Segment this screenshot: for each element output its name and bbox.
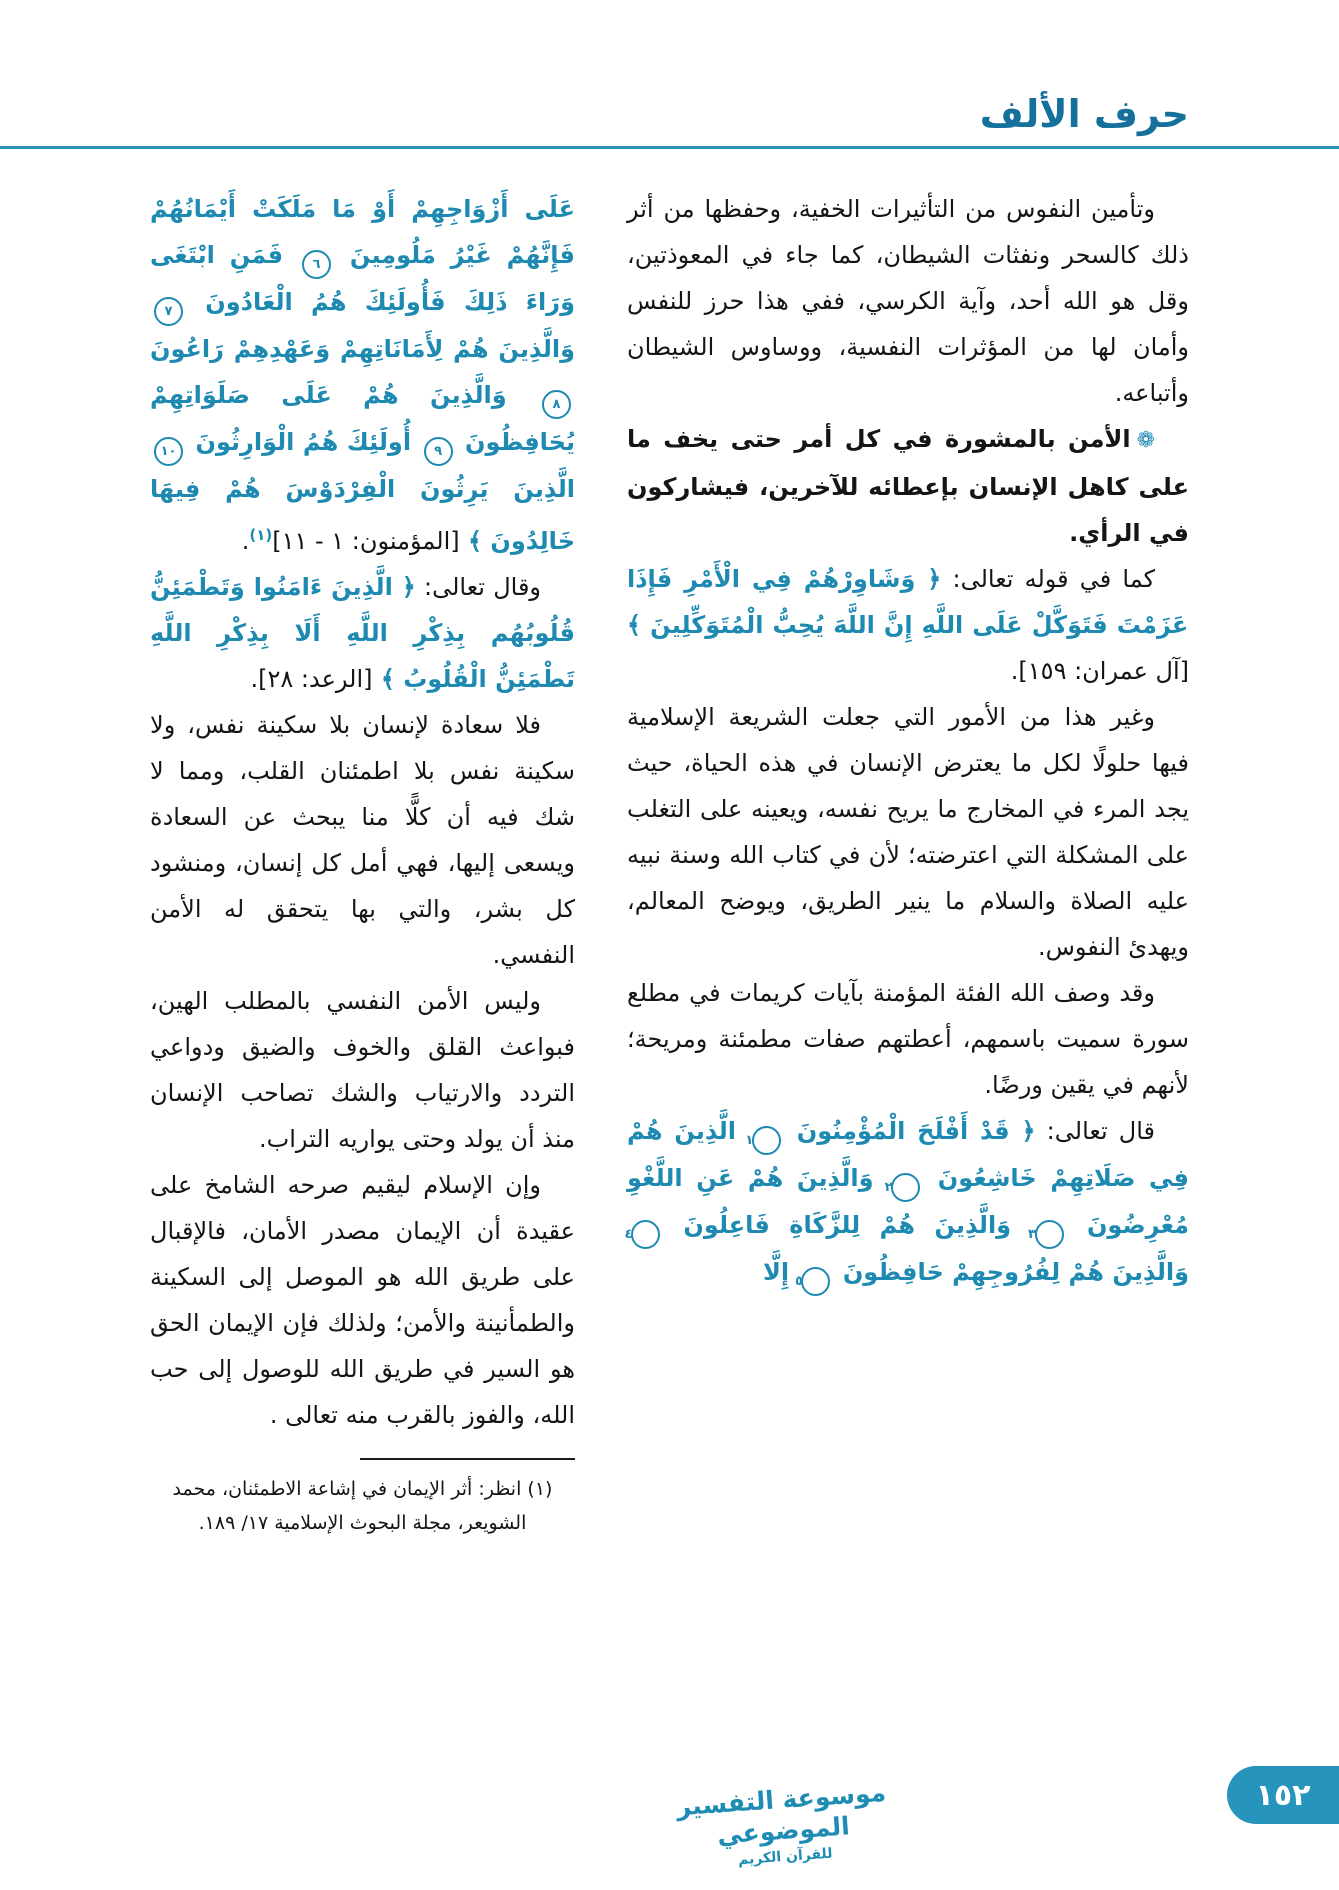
quran-text: عَلَى أَزْوَاجِهِمْ أَوْ مَا مَلَكَتْ أَيْمَانُهُمْ فَإِنَّهُمْ غَيْرُ مَلُومِينَ [150,195,576,269]
verse-reference-al-imran: [آل عمران: ١٥٩]. [1010,657,1189,685]
ayah-number: ٦ [302,250,331,279]
paragraph-taamin: وتأمين النفوس من التأثيرات الخفية، وحفظها من أثر ذلك كالسحر ونفثات الشيطان، كما جاء في المعوذتين، وقل هو الله أحد، وآية الكرسي، ففي هذا حرز للنفس وأمان لها من المؤثرات النفسية، ووساوس الشيطان وأتباعه. [627,195,1189,407]
right-column [624,186,1189,1758]
page-number-badge [1227,1766,1339,1824]
paragraph-muminun-end [150,186,575,564]
quran-text: الَّذِينَ هُمْ فِي صَلَاتِهِمْ خَاشِعُونَ [627,1117,1189,1192]
quran-text: ﴿ الَّذِينَ ءَامَنُوا وَتَطْمَئِنُّ قُلُوبُهُم بِذِكْرِ اللَّهِ أَلَا بِذِكْرِ اللَّهِ تَطْمَئِنُّ الْقُلُوبُ ﴾ [150,573,575,693]
verse-reference-raad: [الرعد: ٢٨]. [250,665,373,693]
paragraph-qalaq: وليس الأمن النفسي بالمطلب الهين، فبواعث القلق والخوف والضيق ودواعي التردد والارتياب والشك تصاحب الإنسان منذ أن يولد وحتى يواريه التراب. [150,987,575,1153]
flower-bullet-icon: ❁ [1136,428,1155,453]
page-number: ١٥٢ [1255,1777,1311,1813]
lead-text: وقال تعالى: [424,573,542,601]
ayah-number: ٢ [891,1173,920,1202]
paragraph-wasf: وقد وصف الله الفئة المؤمنة بآيات كريمات في مطلع سورة سميت باسمهم، أعطتهم صفات مطمئنة ومريحة؛ لأنهم في يقين ورضًا. [627,979,1189,1099]
quran-verse-muminun-end [150,195,575,555]
footnote-marker: (١) [249,526,273,544]
quran-text: أُولَئِكَ هُمُ الْوَارِثُونَ [195,428,412,456]
quran-text: إِلَّا [762,1258,790,1286]
page-title: حرف الألف [979,92,1189,136]
ayah-number: ٣ [1035,1220,1064,1249]
footnote-text: (١) انظر: أثر الإيمان في إشاعة الاطمئنان، محمد الشويعر، مجلة البحوث الإسلامية ١٧/ ١٨٩. [172,1478,553,1534]
header-divider [0,146,1339,149]
paragraph-islam: وإن الإسلام ليقيم صرحه الشامخ على عقيدة أن الإيمان مصدر الأمان، فالإقبال على طريق الله هو الموصل إلى السكينة والطمأنينة والأمن؛ ولذلك فإن الإيمان الحق هو السير في طريق الله للوصول إلى حب الله، والفوز بالقرب منه تعالى . [150,1171,575,1429]
quran-text: وَالَّذِينَ هُمْ عَلَى صَلَوَاتِهِمْ يُحَافِظُونَ [150,381,575,456]
logo-subtitle: للقرآن الكريم [737,1844,833,1868]
quran-text: فَمَنِ ابْتَغَى وَرَاءَ ذَلِكَ فَأُولَئِكَ هُمُ الْعَادُونَ [150,241,575,316]
ayah-number: ١٠ [154,437,183,466]
quran-text: وَالَّذِينَ هُمْ عَنِ اللَّغْوِ مُعْرِضُونَ [627,1164,1189,1239]
publisher-logo [660,1775,905,1872]
quran-text: ﴿ وَشَاوِرْهُمْ فِي الْأَمْرِ فَإِذَا عَزَمْتَ فَتَوَكَّلْ عَلَى اللَّهِ إِنَّ اللَّهَ يُحِبُّ الْمُتَوَكِّلِينَ ﴾ [627,565,1189,639]
ayah-number: ٨ [542,390,571,419]
ayah-number: ٤ [631,1220,660,1249]
lead-text: قال تعالى: [1046,1117,1155,1145]
footnote-divider [360,1458,575,1460]
paragraph-saada: فلا سعادة لإنسان بلا سكينة نفس، ولا سكينة نفس بلا اطمئنان القلب، ومما لا شك فيه أن كلًّا منا يبحث عن السعادة ويسعى إليها، فهي أمل كل إنسان، ومنشود كل بشر، والتي بها يتحقق له الأمن النفسي. [150,711,575,969]
logo-title: موسوعة التفسير الموضوعي [675,1777,887,1850]
quran-text: وَالَّذِينَ هُمْ لِفُرُوجِهِمْ حَافِظُونَ [842,1258,1189,1286]
quran-text: وَالَّذِينَ هُمْ لِلزَّكَاةِ فَاعِلُونَ [683,1211,1012,1239]
text-columns [150,186,1189,1758]
sentence-period: . [241,527,250,555]
paragraph-raad-quote [150,564,575,702]
ayah-number: ١ [752,1126,781,1155]
paragraph-imran-quote [627,556,1189,694]
quran-text: ﴿ قَدْ أَفْلَحَ الْمُؤْمِنُونَ [796,1117,1036,1145]
ayah-number: ٩ [424,437,453,466]
verse-reference-muminun: [المؤمنون: ١ - ١١] [272,527,460,555]
quran-text: الَّذِينَ يَرِثُونَ الْفِرْدَوْسَ هُمْ فِيهَا خَالِدُونَ ﴾ [150,475,575,555]
paragraph-mashura [627,416,1189,556]
paragraph-muminun-open [624,1108,1189,1296]
ayah-number: ٥ [801,1267,830,1296]
lead-text: كما في قوله تعالى: [952,565,1155,593]
left-column [150,186,575,1758]
quran-text: وَالَّذِينَ هُمْ لِأَمَانَاتِهِمْ وَعَهْدِهِمْ رَاعُونَ [150,335,575,363]
mashura-text: الأمن بالمشورة في كل أمر حتى يخف ما على كاهل الإنسان بإعطائه للآخرين، فيشاركون في الرأي. [627,425,1189,547]
paragraph-sharia: وغير هذا من الأمور التي جعلت الشريعة الإسلامية فيها حلولًا لكل ما يعترض الإنسان في هذه الحياة، حيث يجد المرء في المخارج ما يريح نفسه، ويعينه على التغلب على المشكلة التي اعترضته؛ لأن في كتاب الله وسنة نبيه عليه الصلاة والسلام ما ينير الطريق، ويوضح المعالم، ويهدئ النفوس. [627,703,1189,961]
ayah-number: ٧ [154,297,183,326]
